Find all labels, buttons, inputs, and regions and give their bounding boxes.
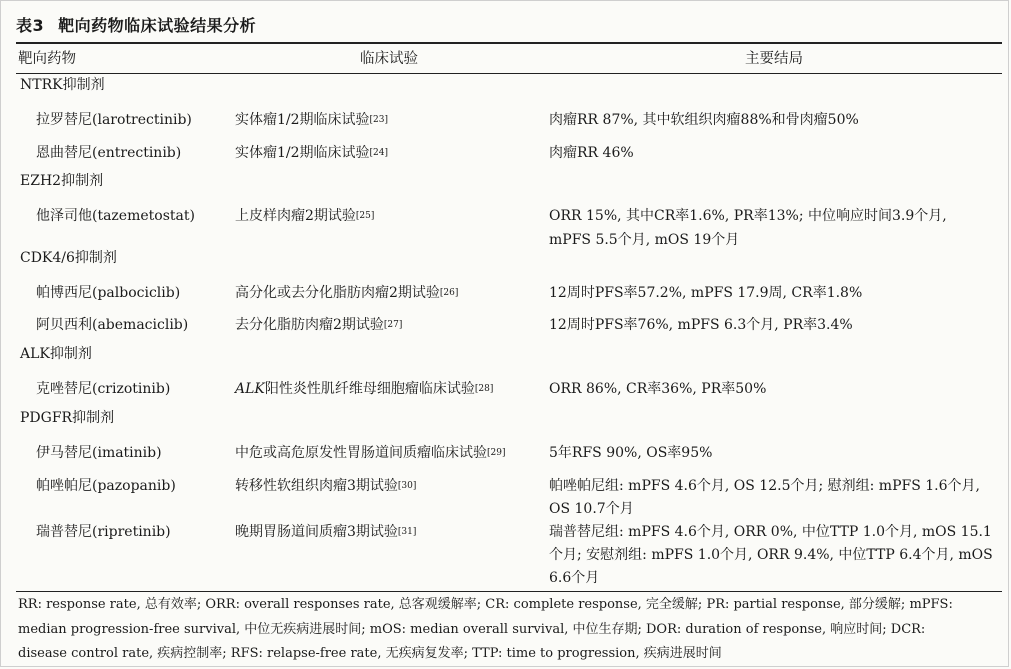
category-ezh2: EZH2抑制剂	[20, 173, 104, 189]
outcome-text: 个月; 安慰剂组: mPFS 1.0个月, ORR 9.4%, 中位TTP 6.4个月, mOS	[549, 547, 993, 563]
bottom-rule	[16, 591, 1002, 592]
drug-name: 克唑替尼(crizotinib)	[36, 381, 171, 397]
trial-name: 去分化脂肪肉瘤2期试验[27]	[235, 317, 403, 333]
table-number: 表3	[16, 16, 45, 35]
outcome-text: 肉瘤RR 87%, 其中软组织肉瘤88%和骨肉瘤50%	[549, 112, 859, 128]
footnote-line: disease control rate, 疾病控制率; RFS: relapse-free rate, 无疾病复发率; TTP: time to progression, 疾病进展时间	[18, 646, 722, 661]
trial-name: 晚期胃肠道间质瘤3期试验[31]	[235, 524, 417, 540]
outcome-text: 瑞普替尼组: mPFS 4.6个月, ORR 0%, 中位TTP 1.0个月, mOS 15.1	[549, 524, 992, 540]
header-drug: 靶向药物	[18, 51, 76, 67]
reference: [29]	[487, 448, 506, 458]
reference: [28]	[474, 384, 494, 394]
category-cdk46: CDK4/6抑制剂	[20, 250, 117, 266]
outcome-text: 12周时PFS率76%, mPFS 6.3个月, PR率3.4%	[549, 317, 853, 333]
reference: [27]	[383, 320, 403, 330]
trial-name: 中危或高危原发性胃肠道间质瘤临床试验[29]	[235, 445, 506, 461]
outcome-text: 帕唑帕尼组: mPFS 4.6个月, OS 12.5个月; 慰剂组: mPFS 1.6个月,	[549, 478, 980, 494]
table-footnote	[18, 593, 1003, 667]
drug-name: 拉罗替尼(larotrectinib)	[36, 112, 192, 128]
table-caption	[16, 13, 256, 36]
outcome-text: 6.6个月	[549, 570, 600, 586]
drug-name: 他泽司他(tazemetostat)	[36, 208, 195, 224]
outcome-text: mPFS 5.5个月, mOS 19个月	[549, 232, 740, 248]
drug-name: 恩曲替尼(entrectinib)	[36, 145, 182, 161]
header-rule	[16, 73, 1002, 74]
drug-name: 伊马替尼(imatinib)	[36, 445, 162, 461]
outcome-text: OS 10.7个月	[549, 501, 634, 517]
trial-name: 上皮样肉瘤2期试验[25]	[235, 208, 375, 224]
trial-name: 高分化或去分化脂肪肉瘤2期试验[26]	[235, 285, 459, 301]
drug-name: 阿贝西利(abemaciclib)	[36, 317, 189, 333]
trial-name: ALK阳性炎性肌纤维母细胞瘤临床试验[28]	[235, 381, 494, 397]
outcome-text: 肉瘤RR 46%	[549, 145, 634, 161]
reference: [30]	[397, 481, 417, 491]
reference: [26]	[439, 288, 459, 298]
trial-name: 实体瘤1/2期临床试验[23]	[235, 112, 389, 128]
reference: [25]	[355, 211, 375, 221]
reference: [23]	[369, 115, 389, 125]
outcome-text: ORR 86%, CR率36%, PR率50%	[549, 381, 767, 397]
drug-name: 帕博西尼(palbociclib)	[36, 285, 181, 301]
reference: [31]	[397, 527, 417, 537]
footnote-line: median progression-free survival, 中位无疾病进展时间; mOS: median overall survival, 中位生存期; DOR: duration of response, 响应时间; DCR:	[18, 621, 926, 637]
category-pdgfr: PDGFR抑制剂	[20, 410, 115, 426]
trial-name: 实体瘤1/2期临床试验[24]	[235, 145, 389, 161]
footnote-line: RR: response rate, 总有效率; ORR: overall responses rate, 总客观缓解率; CR: complete response, 完全缓解; PR: partial response, 部分缓解; mPFS:	[18, 597, 953, 612]
reference: [24]	[369, 148, 389, 158]
drug-name: 帕唑帕尼(pazopanib)	[36, 478, 176, 494]
drug-name: 瑞普替尼(ripretinib)	[36, 524, 171, 540]
trial-name: 转移性软组织肉瘤3期试验[30]	[235, 478, 417, 494]
header-trial: 临床试验	[360, 51, 418, 67]
outcome-text: 5年RFS 90%, OS率95%	[549, 445, 713, 461]
category-ntrk: NTRK抑制剂	[20, 77, 105, 93]
table-title: 靶向药物临床试验结果分析	[58, 16, 257, 35]
header-outcome: 主要结局	[745, 51, 803, 67]
category-alk: ALK抑制剂	[20, 346, 92, 362]
outcome-text: 12周时PFS率57.2%, mPFS 17.9周, CR率1.8%	[549, 285, 863, 301]
top-rule	[16, 42, 1002, 44]
outcome-text: ORR 15%, 其中CR率1.6%, PR率13%; 中位响应时间3.9个月,	[549, 208, 947, 224]
